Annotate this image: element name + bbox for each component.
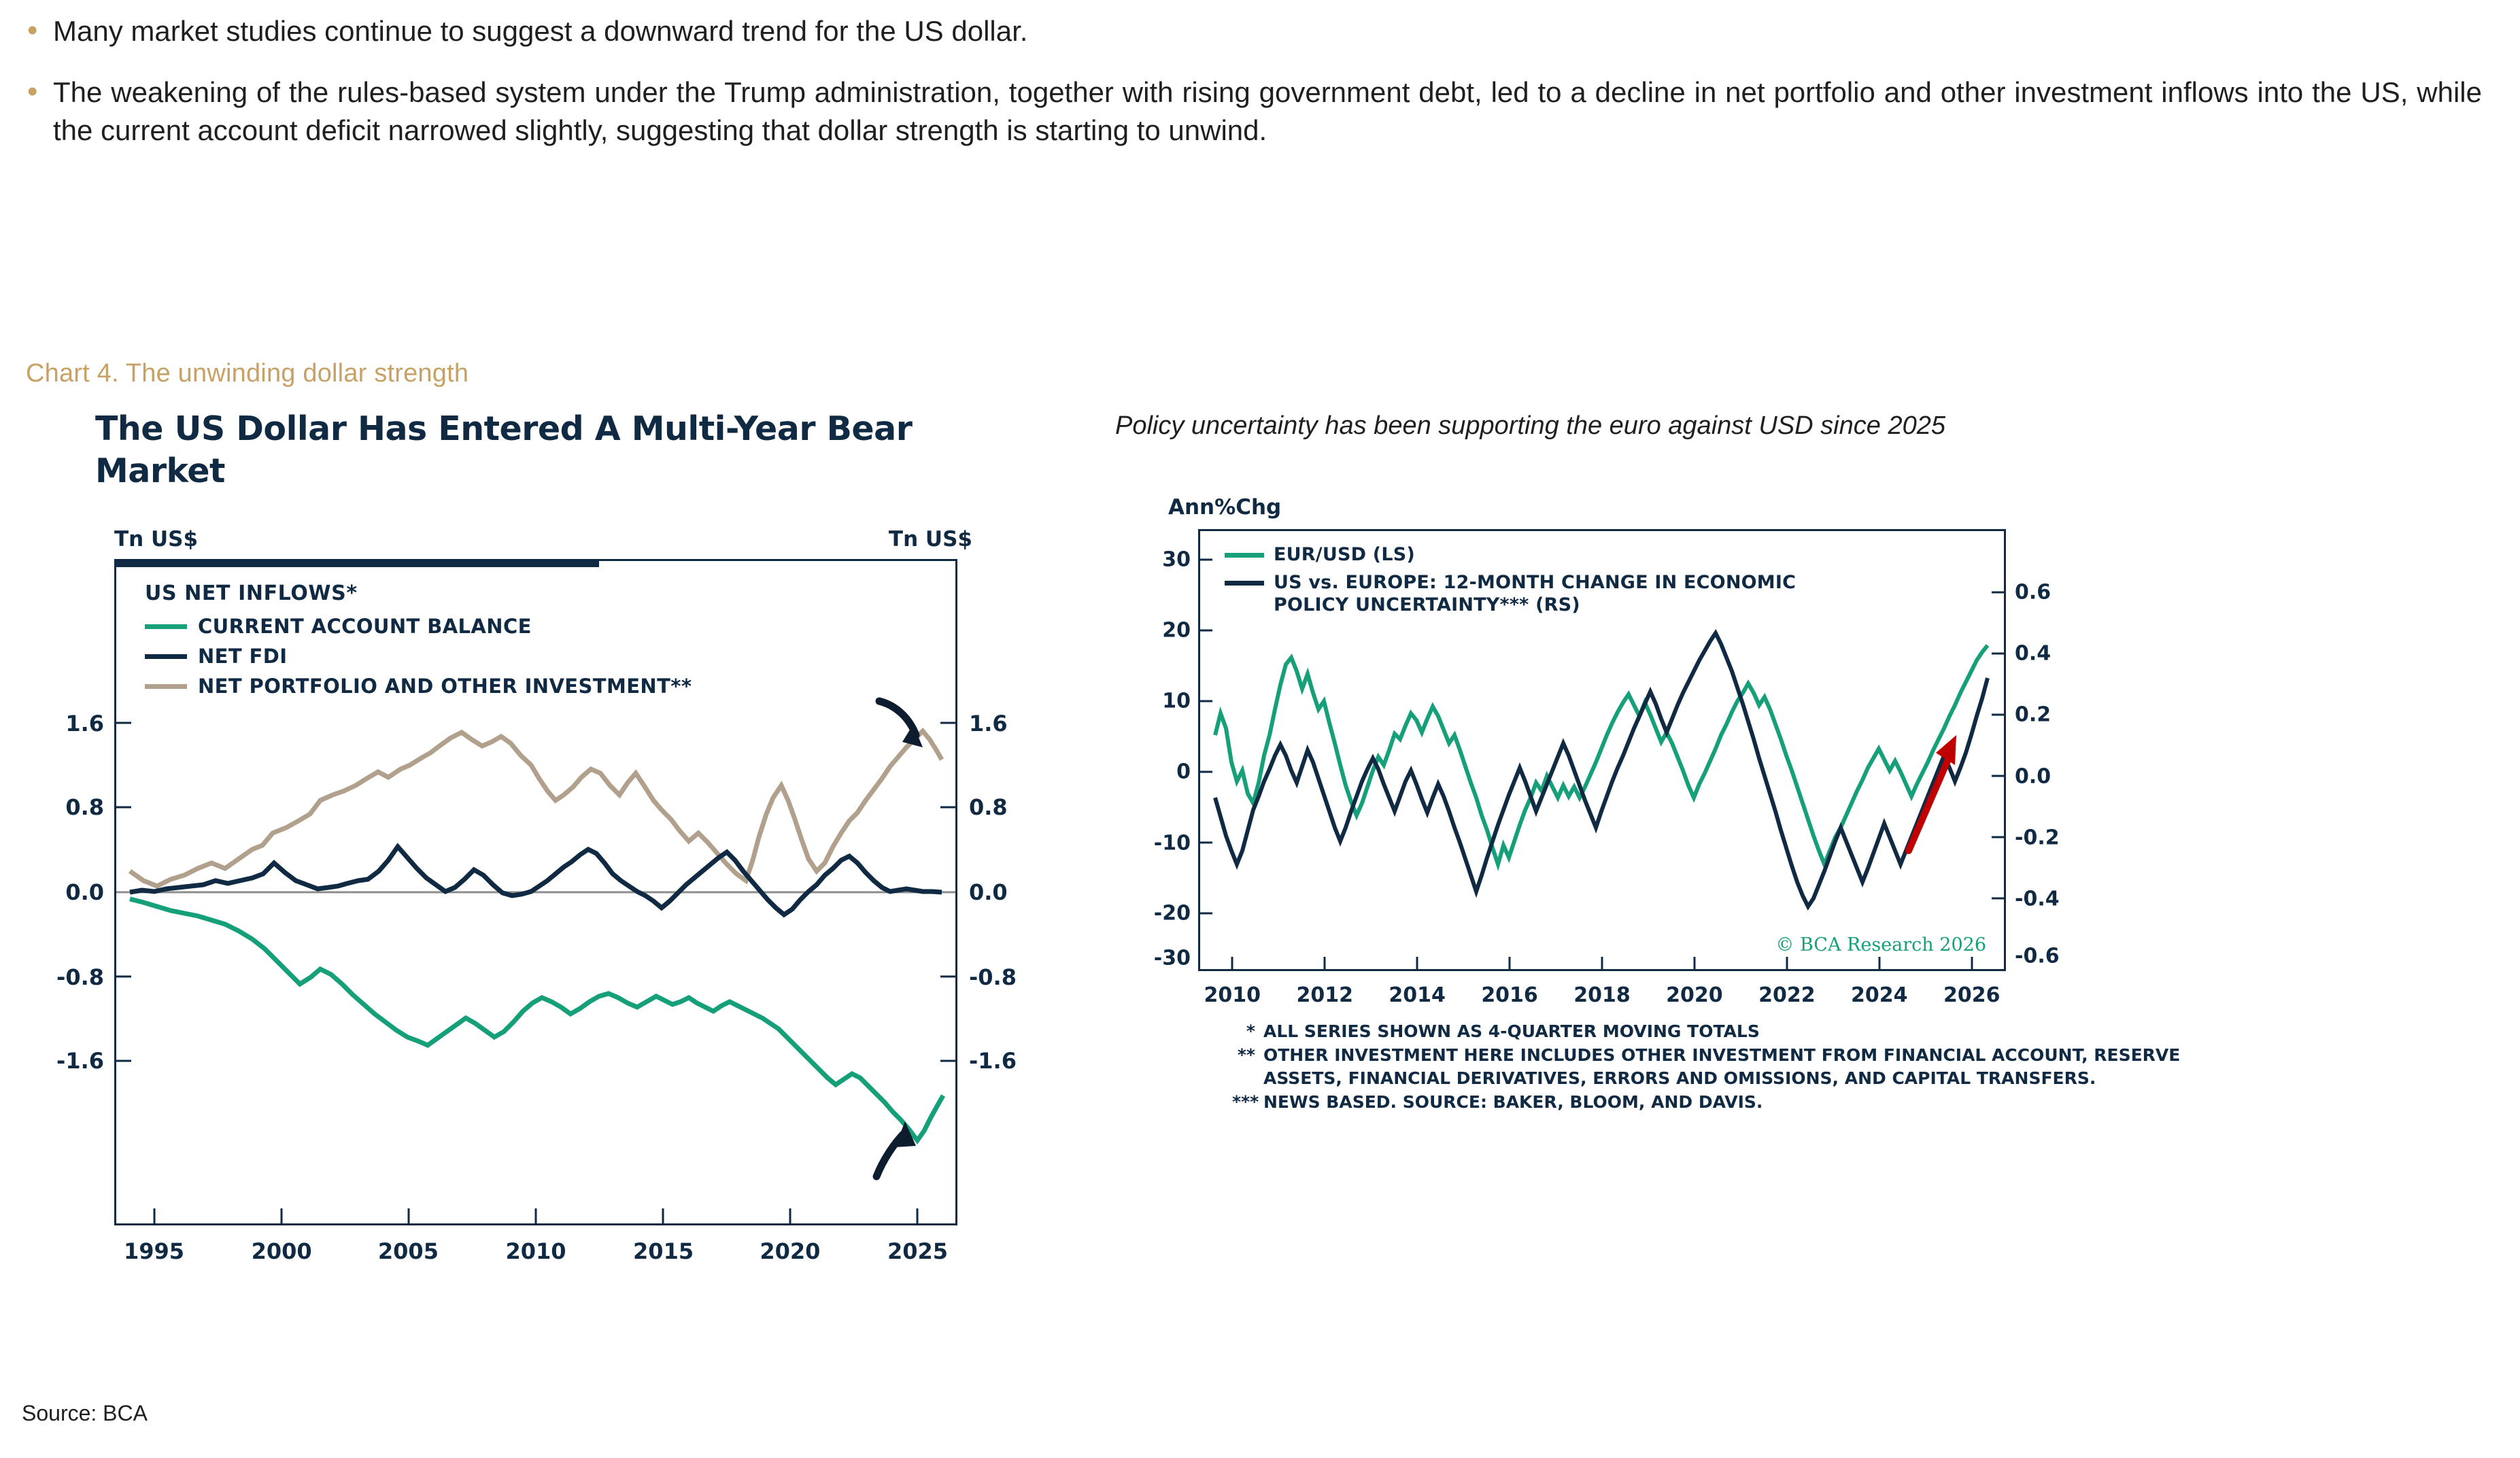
x-tick-label: 2020 [1666, 983, 1723, 1007]
plot-area [56, 559, 1017, 1264]
x-tick-label: 2015 [633, 1238, 694, 1264]
series-lines [1200, 531, 2004, 969]
x-tick-label: 2018 [1573, 983, 1631, 1007]
y-tick-label: 30 [1162, 547, 1191, 572]
y-tick-label: -10 [1153, 831, 1191, 855]
y-tick-label: -0.2 [2015, 826, 2060, 850]
bullet-item [20, 73, 2482, 150]
footnote-text: ALL SERIES SHOWN AS 4-QUARTER MOVING TOTALS [1263, 1021, 1760, 1041]
y-tick-label: 0.0 [2015, 764, 2051, 789]
legend-label: NET PORTFOLIO AND OTHER INVESTMENT** [198, 675, 692, 698]
chart-eur-usd-policy-uncertainty [1115, 408, 2441, 1414]
x-tick-label: 2022 [1758, 983, 1816, 1007]
annotation-arrow-down-icon [879, 701, 923, 747]
x-tick-label: 1995 [123, 1238, 185, 1264]
x-tick-label: 2026 [1943, 983, 2000, 1007]
chart-footnotes [1232, 1020, 2184, 1115]
footnote-row [1232, 1020, 2184, 1043]
y-tick-label: 10 [1162, 689, 1191, 713]
series-lines [116, 561, 955, 1223]
y-tick-label: 1.6 [969, 710, 1008, 736]
x-tick-label: 2024 [1851, 983, 1908, 1007]
bullet-text: The weakening of the rules-based system under the Trump administration, together with rising government debt, led to a decline in net portfolio and other investment inflows into the US, while the current account deficit narrowed slightly, suggesting that dollar strength is starting to unwind. [53, 76, 2482, 146]
source-note: Source: BCA [22, 1401, 148, 1425]
legend-label: US vs. EUROPE: 12-MONTH CHANGE IN ECONOMIC POLICY UNCERTAINTY*** (RS) [1274, 572, 1797, 615]
y-tick-label: 0 [1176, 760, 1191, 784]
legend-label: CURRENT ACCOUNT BALANCE [198, 615, 532, 638]
y-tick-label: -30 [1153, 946, 1191, 970]
y-tick-label: 0.6 [2015, 580, 2051, 605]
y-tick-label: 0.0 [65, 879, 104, 905]
x-tick-label: 2010 [1204, 983, 1261, 1007]
chart-title: The US Dollar Has Entered A Multi-Year Bear Market [95, 409, 913, 490]
legend-label: EUR/USD (LS) [1274, 544, 1415, 565]
footnote-row [1232, 1091, 2184, 1114]
footnote-text: NEWS BASED. SOURCE: BAKER, BLOOM, AND DAVIS. [1263, 1092, 1763, 1112]
footnote-mark: *** [1232, 1092, 1259, 1112]
legend-label: NET FDI [198, 645, 288, 668]
footnote-row [1232, 1044, 2184, 1090]
y-tick-label: -0.8 [56, 964, 104, 990]
y-tick-label: -0.4 [2015, 887, 2060, 911]
footnote-mark: * [1246, 1021, 1255, 1041]
x-tick-label: 2010 [505, 1238, 566, 1264]
plot-area [1153, 529, 2060, 1007]
chart-caption: Chart 4. The unwinding dollar strength [26, 359, 469, 388]
x-tick-label: 2025 [887, 1238, 948, 1264]
y-tick-label: -0.8 [969, 964, 1017, 990]
x-tick-label: 2016 [1481, 983, 1538, 1007]
y-tick-label: 0.2 [2015, 702, 2051, 727]
y-tick-label: 0.0 [969, 879, 1008, 905]
y-tick-label: 0.4 [2015, 641, 2051, 666]
chart-subtitle: Policy uncertainty has been supporting the euro against USD since 2025 [1115, 411, 1945, 440]
y-tick-label: 20 [1162, 618, 1191, 643]
y-axis-label-right: Tn US$ [888, 527, 972, 552]
y-axis-label-left: Tn US$ [114, 527, 199, 552]
bullet-dot-icon: • [27, 75, 38, 108]
legend-title: US NET INFLOWS* [145, 581, 358, 605]
y-axis-label-left: Ann%Chg [1168, 495, 1282, 520]
bullet-list [20, 12, 2482, 173]
bullet-dot-icon: • [27, 14, 38, 47]
y-tick-label: 0.8 [969, 794, 1008, 821]
chart-us-net-inflows [56, 408, 1068, 1387]
bullet-text: Many market studies continue to suggest a downward trend for the US dollar. [53, 15, 1028, 47]
footnote-mark: ** [1237, 1045, 1255, 1065]
y-tick-label: 0.8 [65, 794, 104, 821]
x-tick-label: 2014 [1389, 983, 1446, 1007]
y-tick-label: -20 [1153, 901, 1191, 926]
x-tick-label: 2020 [760, 1238, 821, 1264]
y-tick-label: 1.6 [65, 710, 104, 736]
x-tick-label: 2005 [377, 1238, 439, 1264]
x-tick-label: 2012 [1296, 983, 1353, 1007]
bullet-item [20, 12, 2482, 50]
footnote-text: OTHER INVESTMENT HERE INCLUDES OTHER INVESTMENT FROM FINANCIAL ACCOUNT, RESERVE ASSETS, FINANCIAL DERIVATIVES, ERRORS AND OMISSIONS, AND CAPITAL TRANSFERS. [1263, 1045, 2181, 1088]
copyright-label: © BCA Research 2026 [1775, 934, 1986, 955]
y-tick-label: -1.6 [969, 1048, 1017, 1074]
y-tick-label: -0.6 [2015, 944, 2060, 968]
x-tick-label: 2000 [251, 1238, 312, 1264]
y-tick-label: -1.6 [56, 1048, 104, 1074]
